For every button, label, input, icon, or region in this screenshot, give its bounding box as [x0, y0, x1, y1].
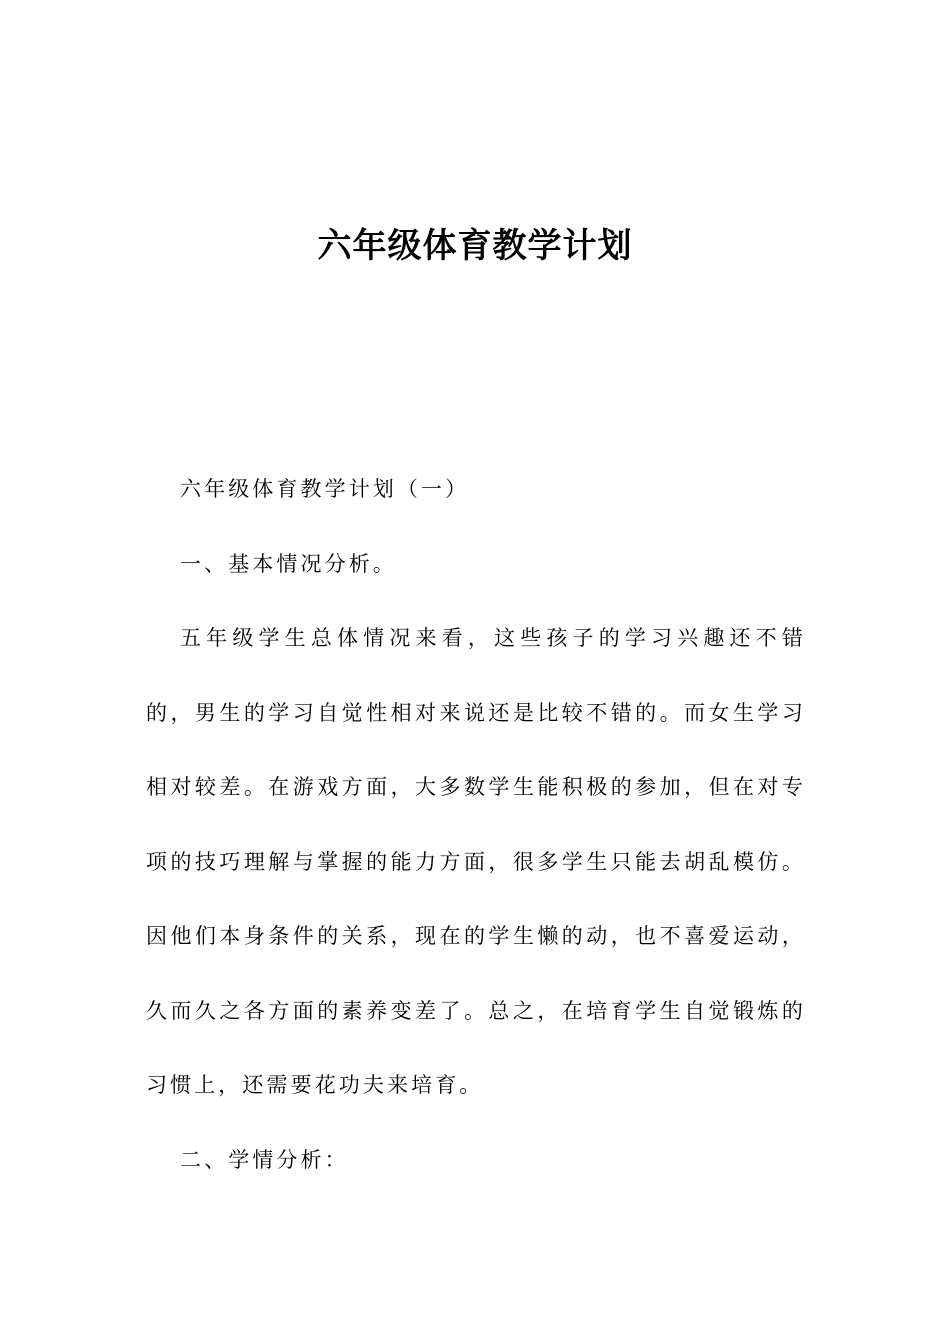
document-body — [146, 452, 806, 1197]
section-1-heading: 一、基本情况分析。 — [180, 551, 397, 576]
plan-subtitle: 六年级体育教学计划（一） — [180, 477, 470, 501]
section-1-paragraph: 五年级学生总体情况来看，这些孩子的学习兴趣还不错的，男生的学习自觉性相对来说还是比较不错的。而女生学习相对较差。在游戏方面，大多数学生能积极的参加，但在对专项的技巧理解与掌握的能力方面，很多学生只能去胡乱模仿。因他们本身条件的关系，现在的学生懒的动，也不喜爱运动，久而久之各方面的素养变差了。总之，在培育学生自觉锻炼的习惯上，还需要花功夫来培育。 — [146, 626, 806, 1097]
section-2-heading: 二、学情分析： — [180, 1147, 349, 1172]
document-title: 六年级体育教学计划 — [317, 226, 633, 266]
